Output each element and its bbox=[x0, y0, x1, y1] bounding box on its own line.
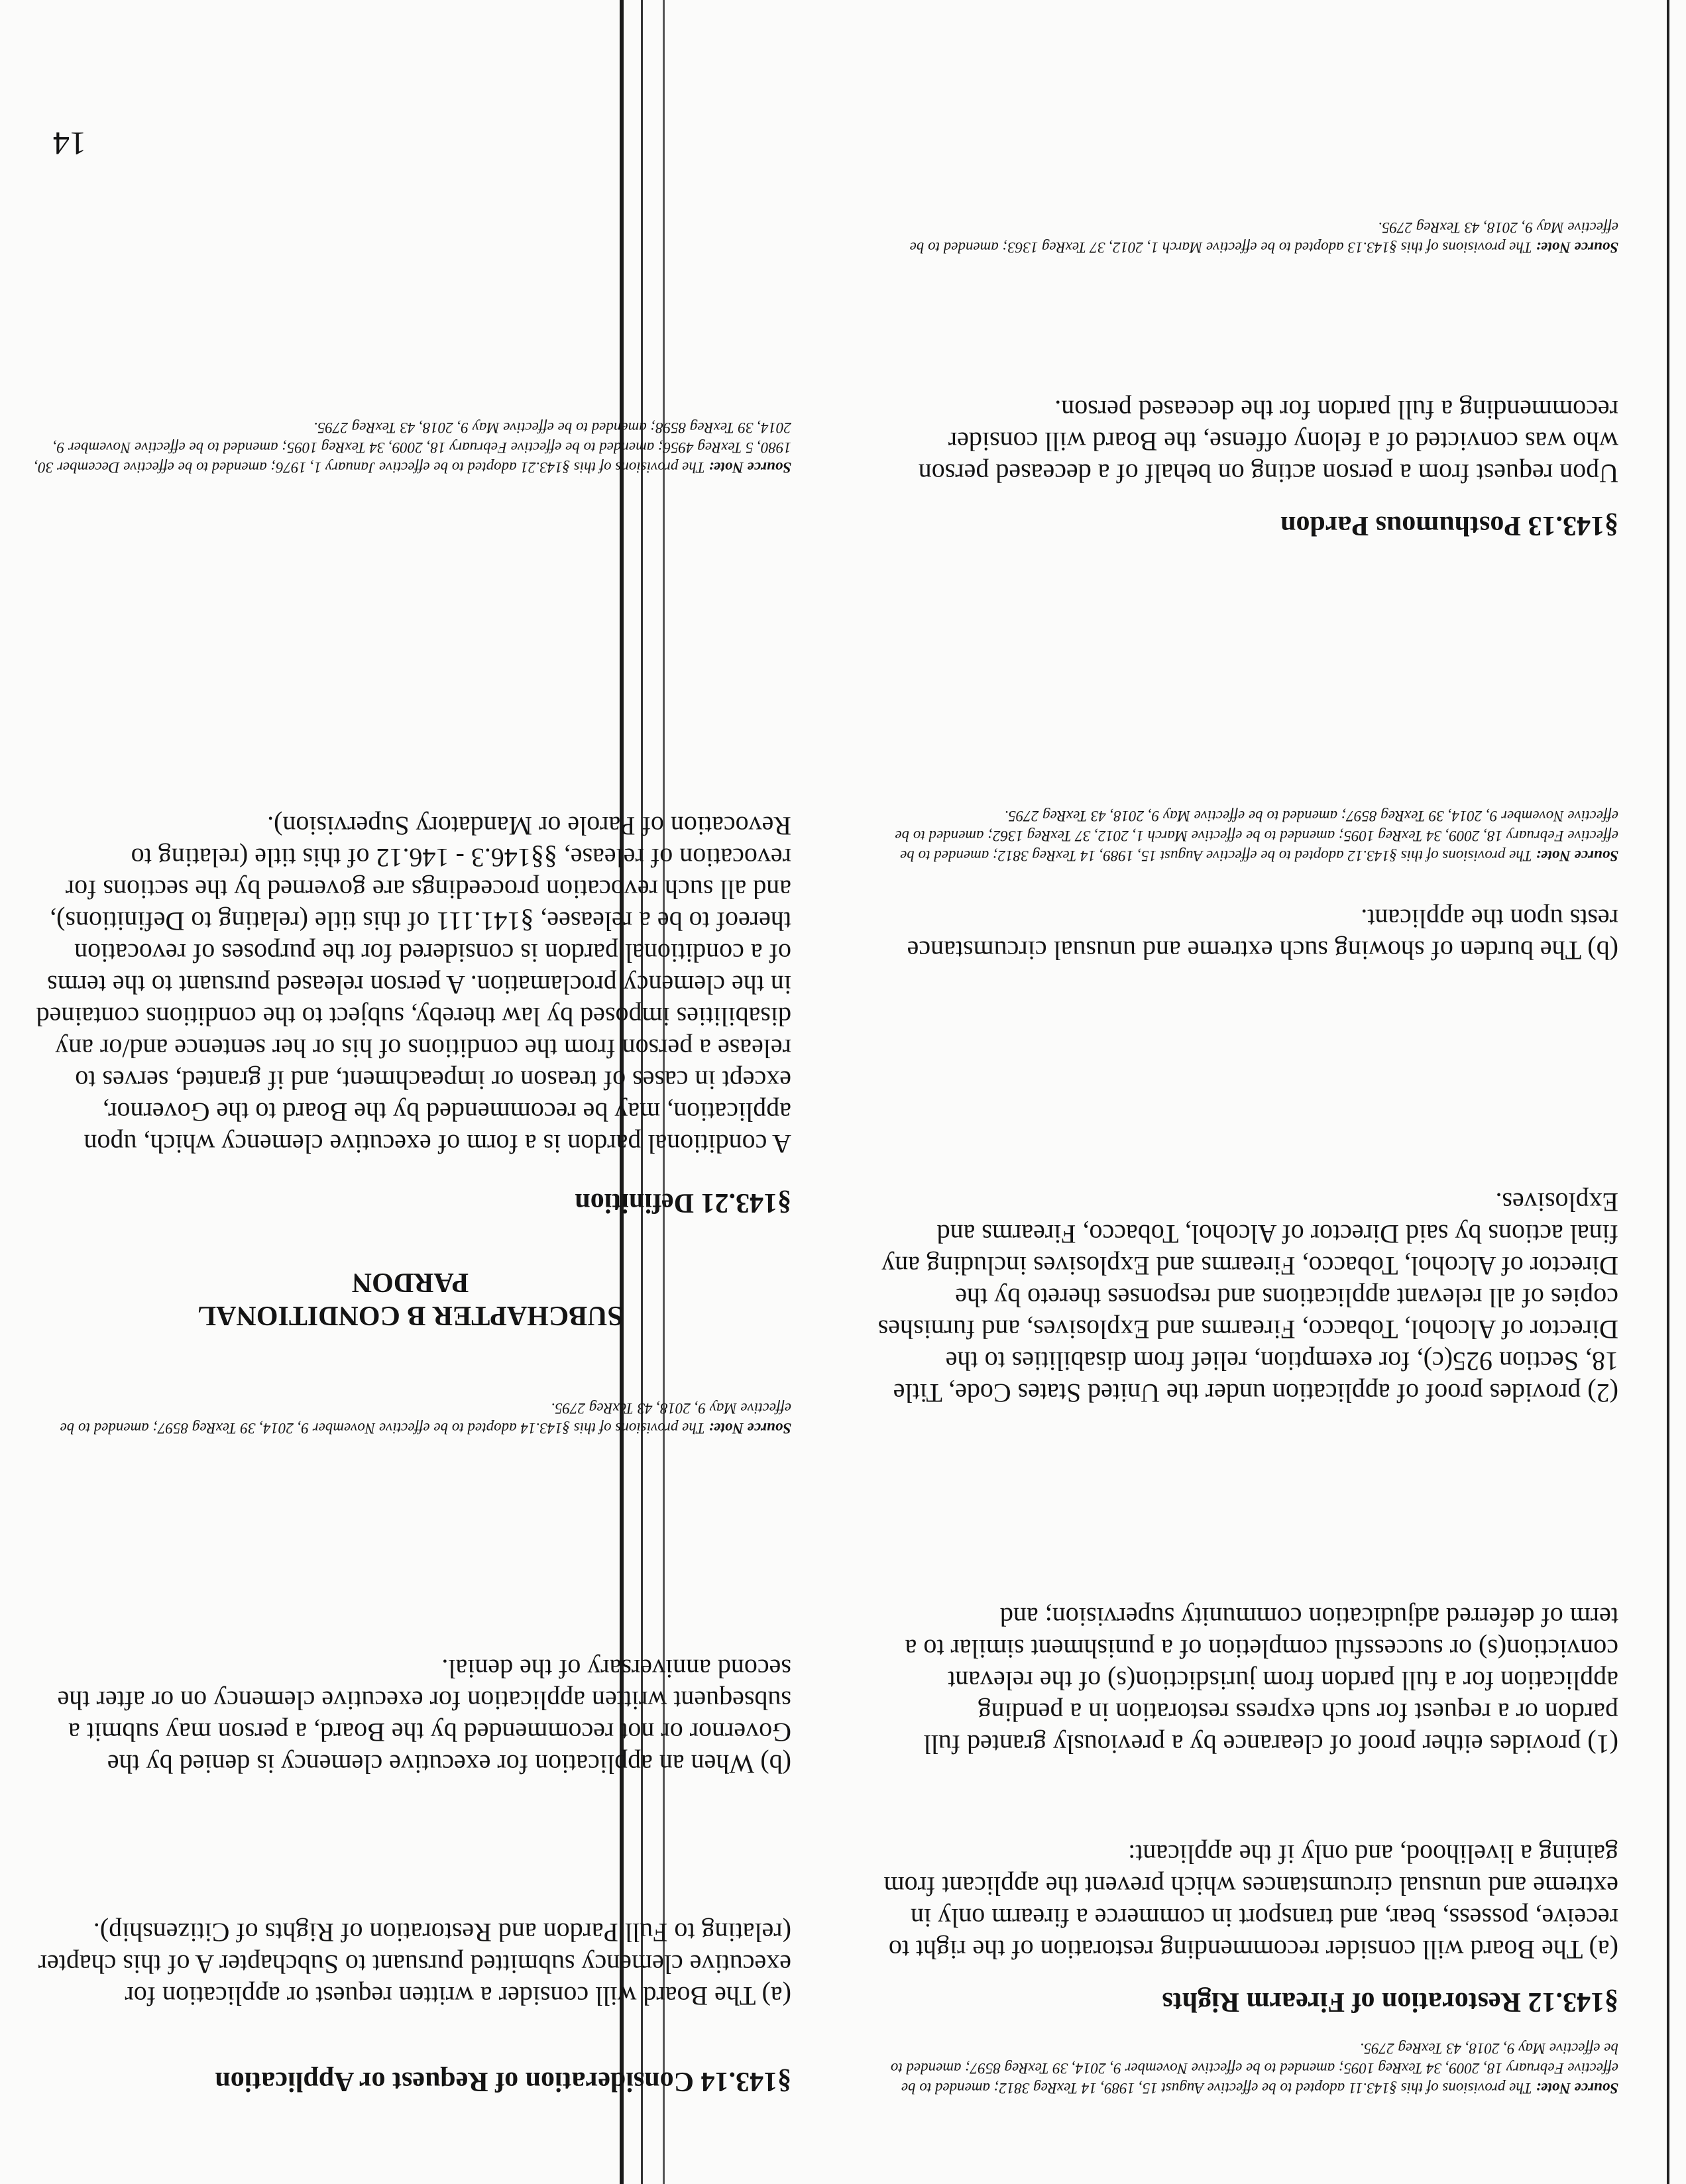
page-edge-line bbox=[1667, 0, 1669, 2184]
subchapter-heading-line-1: SUBCHAPTER B CONDITIONAL bbox=[197, 1300, 623, 1331]
paragraph-143-21: A conditional pardon is a form of executive clemency which, upon application, may be recommended by the Board to the Governor, except in cases of treason or impeachment, and if granted, serves to release a person from the conditions of his or her sentence and/or any disabilities imposed by law thereby, subject to the conditions contained in the clemency proclamation. A person released pursuant to the terms of a conditional pardon is considered for the purposes of revocation thereof to be a releasee, §141.111 of this title (relating to Definitions), and all such revocation proceedings are governed by the sections for revocation of release, §§146.3 - 146.12 of this title (relating to Revocation of Parole or Mandatory Supervision). bbox=[36, 811, 791, 1159]
source-note-143-12: Source Note: The provisions of this §143.12 adopted to be effective August 15, 1989, 14 TexReg 3812; amended to be effective February 18, 2009, 34 TexReg 1095; amended to be effective March 1, 2012, 37 TexReg 1362; amended to be effective November 9, 2014, 39 TexReg 8597; amended to be effective May 9, 2018, 43 TexReg 2795. bbox=[895, 808, 1618, 864]
source-note-143-13: Source Note: The provisions of this §143.13 adopted to be effective March 1, 2012, 37 TexReg 1363; amended to be effective May 9, 2018, 43 TexReg 2795. bbox=[909, 219, 1618, 256]
section-heading-143-13: §143.13 Posthumous Pardon bbox=[1280, 510, 1618, 541]
paragraph-143-13: Upon request from a person acting on behalf of a deceased person who was convicted of a felony offense, the Board will consider recommending a full pardon for the deceased person. bbox=[918, 395, 1618, 488]
section-heading-143-12: §143.12 Restoration of Firearm Rights bbox=[1162, 1987, 1618, 2017]
source-note-143-11: Source Note: The provisions of this §143.11 adopted to be effective August 15, 1989, 14 TexReg 3812; amended to be effective February 18, 2009, 34 TexReg 1095; amended to be effective November 9, 2014, 39 TexReg 8597; amended to be effective May 9, 2018, 43 TexReg 2795. bbox=[890, 2040, 1618, 2097]
subchapter-heading-line-2: PARDON bbox=[351, 1267, 469, 1297]
source-note-143-21: Source Note: The provisions of this §143.21 adopted to be effective January 1, 1976; amended to be effective December 30, 1980, 5 TexReg 4956; amended to be effective February 18, 2009, 34 TexReg 1095; amended to be effective November 9, 2014, 39 TexReg 8598; amended to be effective May 9, 2018, 43 TexReg 2795. bbox=[34, 419, 791, 476]
paragraph-143-12-1: (1) provides either proof of clearance by a previously granted full pardon or a request for such express restoration in a pending application for a full pardon from jurisdiction(s) of the relevant conviction(s) or successful completion of a punishment similar to a term of deferred adjudication community supervision; and bbox=[905, 1602, 1618, 1759]
paragraph-143-14-b: (b) When an application for executive clemency is denied by the Governor or not recommended by the Board, a person may submit a subsequent written application for executive clemency on or after the second anniversary of the denial. bbox=[57, 1654, 791, 1779]
section-heading-143-14: §143.14 Consideration of Request or Application bbox=[215, 2066, 791, 2097]
source-note-143-14: Source Note: The provisions of this §143.14 adopted to be effective November 9, 2014, 39 TexReg 8597; amended to be effective May 9, 2018, 43 TexReg 2795. bbox=[60, 1400, 791, 1437]
paragraph-143-12-2: (2) provides proof of application under the United States Code, Title 18, Section 925(c), for exemption, relief from disabilities to the Director of Alcohol, Tobacco, Firearms and Explosives, and furnishes copies of all relevant applications and responses thereto by the Director of Alcohol, Tobacco, Firearms and Explosives including any final actions by said Director of Alcohol, Tobacco, Firearms and Explosives. bbox=[877, 1187, 1618, 1408]
page-number: 14 bbox=[53, 125, 86, 162]
subchapter-heading bbox=[29, 1266, 791, 1332]
section-heading-143-21: §143.21 Definition bbox=[575, 1187, 791, 1218]
paragraph-143-12-b: (b) The burden of showing such extreme and unusual circumstance rests upon the applicant. bbox=[907, 904, 1618, 965]
paragraph-143-14-a: (a) The Board will consider a written request or application for executive clemency submitted pursuant to Subchapter A of this chapter (relating to Full Pardon and Restoration of Rights of Citizenship). bbox=[38, 1918, 791, 2011]
paragraph-143-12-a: (a) The Board will consider recommending restoration of the right to receive, possess, bear, and transport in commerce a firearm only in extreme and unusual circumstances which prevent the applicant from gaining a livelihood, and only if the applicant: bbox=[883, 1839, 1618, 1965]
